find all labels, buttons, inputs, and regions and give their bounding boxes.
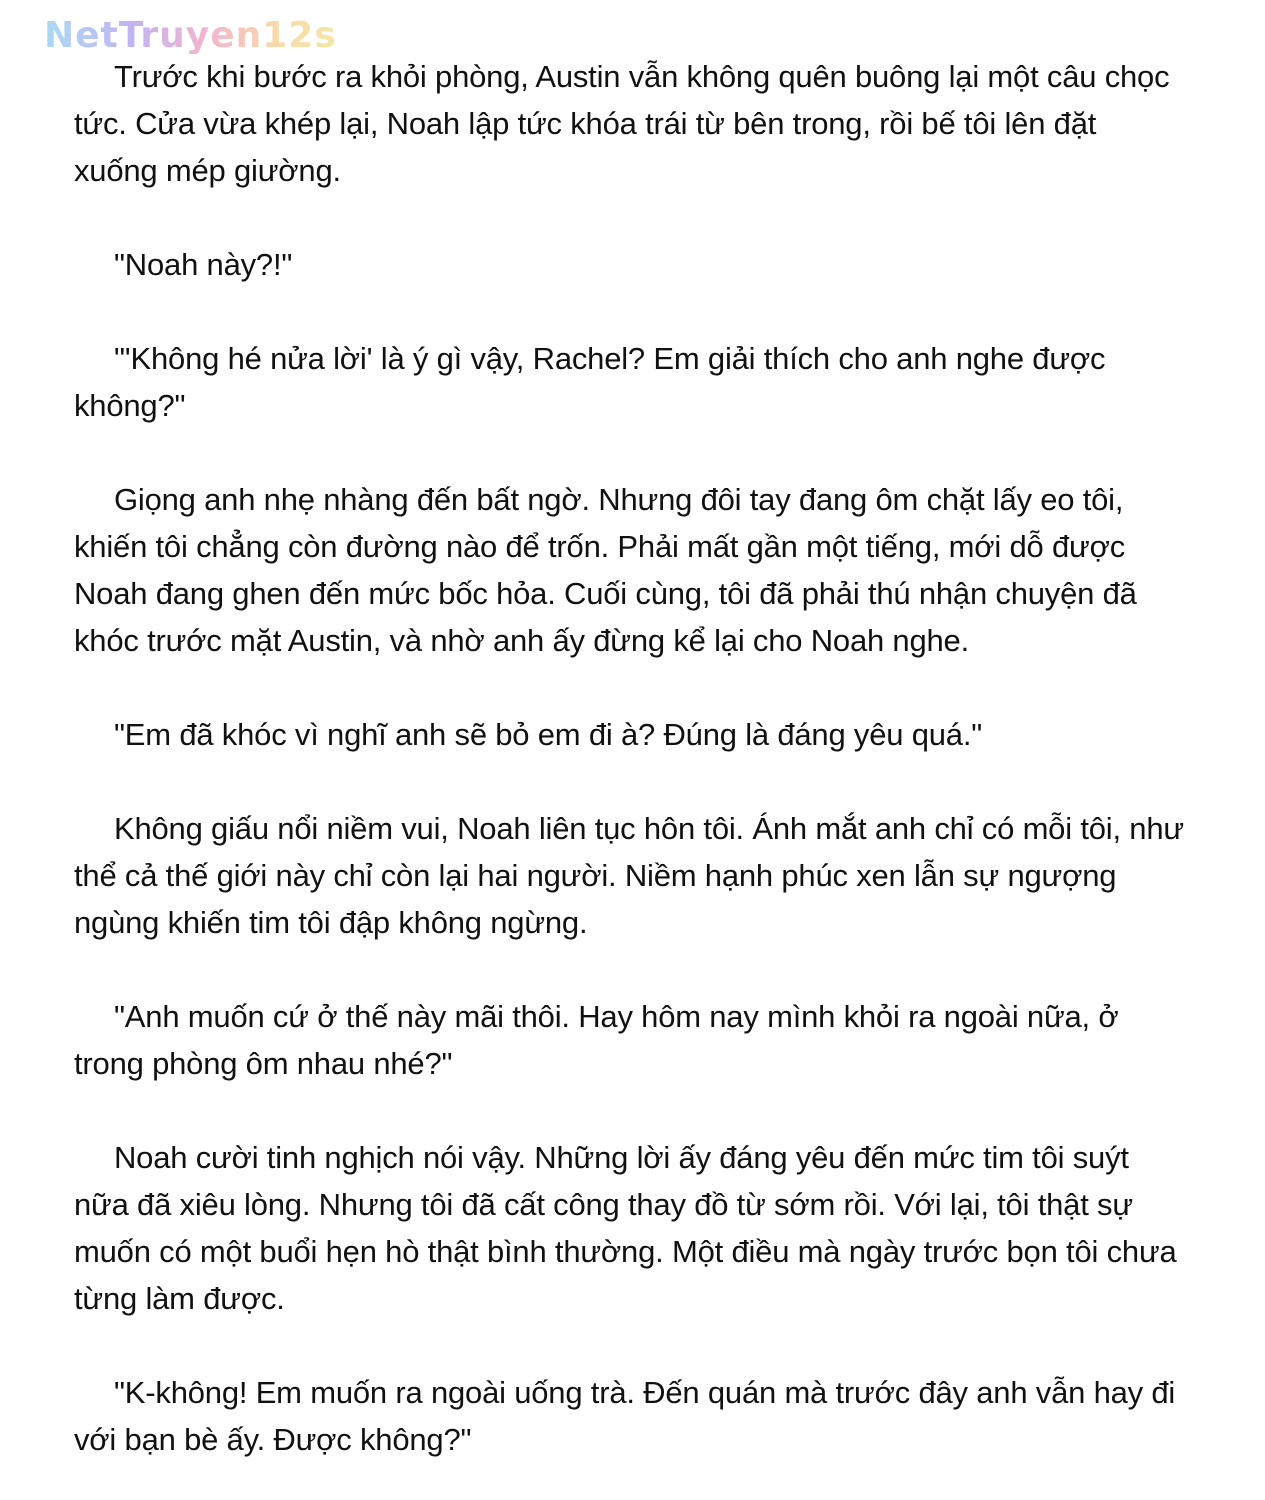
paragraph: "Em đã khóc vì nghĩ anh sẽ bỏ em đi à? Đúng là đáng yêu quá." xyxy=(114,717,983,752)
site-watermark: NetTruyen12s xyxy=(44,15,337,56)
paragraph: Không giấu nổi niềm vui, Noah liên tục hôn tôi. Ánh mắt anh chỉ có mỗi tôi, như thể cả thế giới này chỉ còn lại hai người. Niềm hạnh phúc xen lẫn sự ngượng ngùng khiến tim tôi đập không ngừng. xyxy=(74,811,1184,940)
paragraph: Giọng anh nhẹ nhàng đến bất ngờ. Nhưng đôi tay đang ôm chặt lấy eo tôi, khiến tôi chẳng còn đường nào để trốn. Phải mất gần một tiếng, mới dỗ được Noah đang ghen đến mức bốc hỏa. Cuối cùng, tôi đã phải thú nhận chuyện đã khóc trước mặt Austin, và nhờ anh ấy đừng kể lại cho Noah nghe. xyxy=(74,482,1137,658)
paragraph: "K-không! Em muốn ra ngoài uống trà. Đến quán mà trước đây anh vẫn hay đi với bạn bè ấy. Được không?" xyxy=(74,1375,1176,1457)
paragraph: Trước khi bước ra khỏi phòng, Austin vẫn không quên buông lại một câu chọc tức. Cửa vừa khép lại, Noah lập tức khóa trái từ bên trong, rồi bế tôi lên đặt xuống mép giường. xyxy=(74,59,1170,188)
paragraph: Noah cười tinh nghịch nói vậy. Những lời ấy đáng yêu đến mức tim tôi suýt nữa đã xiêu lòng. Nhưng tôi đã cất công thay đồ từ sớm rồi. Với lại, tôi thật sự muốn có một buổi hẹn hò thật bình thường. Một điều mà ngày trước bọn tôi chưa từng làm được. xyxy=(74,1140,1177,1316)
story-text xyxy=(74,53,1184,1463)
paragraph: "'Không hé nửa lời' là ý gì vậy, Rachel? Em giải thích cho anh nghe được không?" xyxy=(74,341,1106,423)
paragraph: "Anh muốn cứ ở thế này mãi thôi. Hay hôm nay mình khỏi ra ngoài nữa, ở trong phòng ôm nhau nhé?" xyxy=(74,999,1119,1081)
paragraph: "Noah này?!" xyxy=(114,247,293,282)
